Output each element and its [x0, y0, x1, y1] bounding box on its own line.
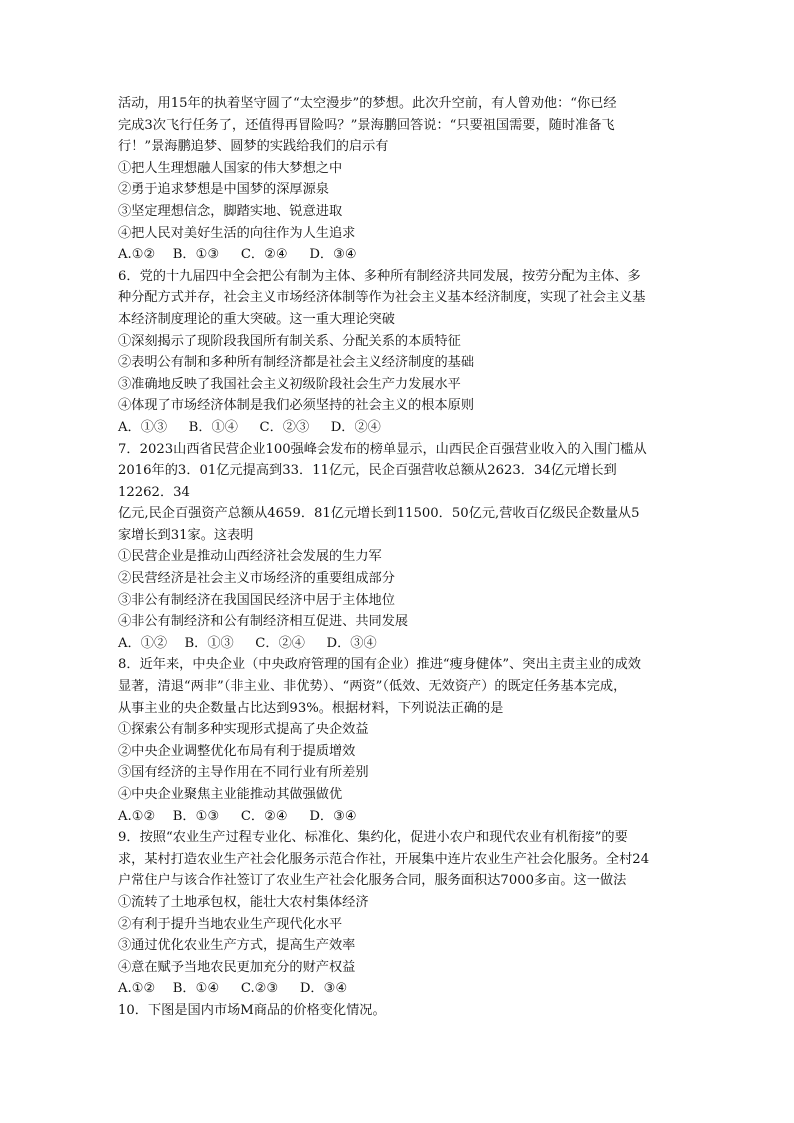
- q9-option-4: ④意在赋予当地农民更加充分的财产权益: [118, 959, 356, 975]
- q6-option-1: ①深刻揭示了现阶段我国所有制关系、分配关系的本质特征: [118, 333, 461, 349]
- q7-stem-line-4: 亿元,民企百强资产总额从4659．81亿元增长到11500．50亿元,营收百亿级民企数量从5: [118, 506, 640, 522]
- q7-stem-line-1: 7．2023山西省民营企业100强峰会发布的榜单显示，山西民企百强营业收入的入围门槛从: [118, 441, 647, 457]
- q7-option-4: ④非公有制经济和公有制经济相互促进、共同发展: [118, 614, 409, 630]
- q5-option-3: ③坚定理想信念，脚踏实地、锐意进取: [118, 203, 343, 219]
- q5-option-2: ②勇于追求梦想是中国梦的深厚源泉: [118, 182, 329, 198]
- q6-stem-line-1: 6．党的十九届四中全会把公有制为主体、多种所有制经济共同发展，按劳分配为主体、多: [118, 268, 641, 284]
- q7-stem-line-2: 2016年的3．01亿元提高到33．11亿元，民企百强营收总额从2623．34亿元增长到: [118, 463, 617, 479]
- question-8: [118, 654, 678, 827]
- q10-stem-line-1: 10．下图是国内市场M商品的价格变化情况。: [118, 1002, 386, 1018]
- q5-option-1: ①把人生理想融人国家的伟大梦想之中: [118, 160, 343, 176]
- q8-option-1: ①探索公有制多种实现形式提高了央企效益: [118, 722, 369, 738]
- question-9: [118, 827, 678, 1000]
- q6-stem-line-3: 本经济制度理论的重大突破。这一重大理论突破: [118, 311, 395, 327]
- q7-answer-choices: A．①② B．①③ C．②④ D．③④: [118, 635, 377, 651]
- q8-option-2: ②中央企业调整优化布局有利于提质增效: [118, 743, 356, 759]
- q9-option-3: ③通过优化农业生产方式，提高生产效率: [118, 938, 356, 954]
- q7-option-1: ①民营企业是推动山西经济社会发展的生力军: [118, 549, 382, 565]
- q5-stem-line-2: 完成3次飞行任务了，还值得再冒险吗？”景海鹏回答说：“只要祖国需要，随时准备飞: [118, 117, 615, 133]
- q9-option-2: ②有利于提升当地农业生产现代化水平: [118, 916, 343, 932]
- q8-stem-line-1: 8．近年来，中央企业（中央政府管理的国有企业）推进“瘦身健体”、突出主责主业的成效: [118, 657, 641, 673]
- question-7: [118, 439, 678, 655]
- q6-option-3: ③准确地反映了我国社会主义初级阶段社会生产力发展水平: [118, 376, 461, 392]
- question-5: [118, 93, 678, 266]
- q9-stem-line-2: 求，某村打造农业生产社会化服务示范合作社，开展集中连片农业生产社会化服务。全村24: [118, 851, 650, 867]
- q9-stem-line-3: 户常住户与该合作社签订了农业生产社会化服务合同，服务面积达7000多亩。这一做法: [118, 873, 627, 889]
- q5-option-4: ④把人民对美好生活的向往作为人生追求: [118, 225, 356, 241]
- q5-answer-choices: A.①② B．①③ C．②④ D．③④: [118, 247, 357, 263]
- q6-option-4: ④体现了市场经济体制是我们必须坚持的社会主义的根本原则: [118, 398, 475, 414]
- q6-stem-line-2: 种分配方式并存，社会主义市场经济体制等作为社会主义基本经济制度，实现了社会主义基: [118, 290, 646, 306]
- q8-option-4: ④中央企业聚焦主业能推动其做强做优: [118, 787, 343, 802]
- q8-answer-choices: A.①② B．①③ C．②④ D．③④: [118, 808, 357, 824]
- question-6: [118, 266, 678, 439]
- q7-option-2: ②民营经济是社会主义市场经济的重要组成部分: [118, 571, 395, 587]
- q7-stem-line-3: 12262．34: [118, 484, 190, 500]
- q9-stem-line-1: 9．按照“农业生产过程专业化、标准化、集约化，促进小农户和现代农业有机衔接”的要: [118, 830, 628, 846]
- q9-answer-choices: A.①② B．①④ C.②③ D．③④: [118, 981, 348, 997]
- q9-option-1: ①流转了土地承包权，能壮大农村集体经济: [118, 894, 369, 910]
- q6-answer-choices: A．①③ B．①④ C．②③ D．②④: [118, 419, 381, 435]
- q8-stem-line-2: 显著，清退“两非”（非主业、非优势）、“两资”（低效、无效资产）的既定任务基本完成，: [118, 679, 627, 695]
- q7-stem-line-5: 家增长到31家。这表明: [118, 527, 254, 543]
- q7-option-3: ③非公有制经济在我国国民经济中居于主体地位: [118, 592, 395, 608]
- question-10: [118, 1000, 678, 1022]
- q5-stem-line-3: 行！”景海鹏追梦、圆梦的实践给我们的启示有: [118, 139, 389, 155]
- q5-stem-line-1: 活动，用15年的执着坚守圆了“太空漫步”的梦想。此次升空前，有人曾劝他：“你已经: [118, 96, 617, 111]
- q8-option-3: ③国有经济的主导作用在不同行业有所差别: [118, 765, 369, 781]
- q8-stem-line-3: 从事主业的央企数量占比达到93%。根据材料，下列说法正确的是: [118, 700, 504, 716]
- q6-option-2: ②表明公有制和多种所有制经济都是社会主义经济制度的基础: [118, 355, 475, 371]
- document-page: [118, 93, 678, 1022]
